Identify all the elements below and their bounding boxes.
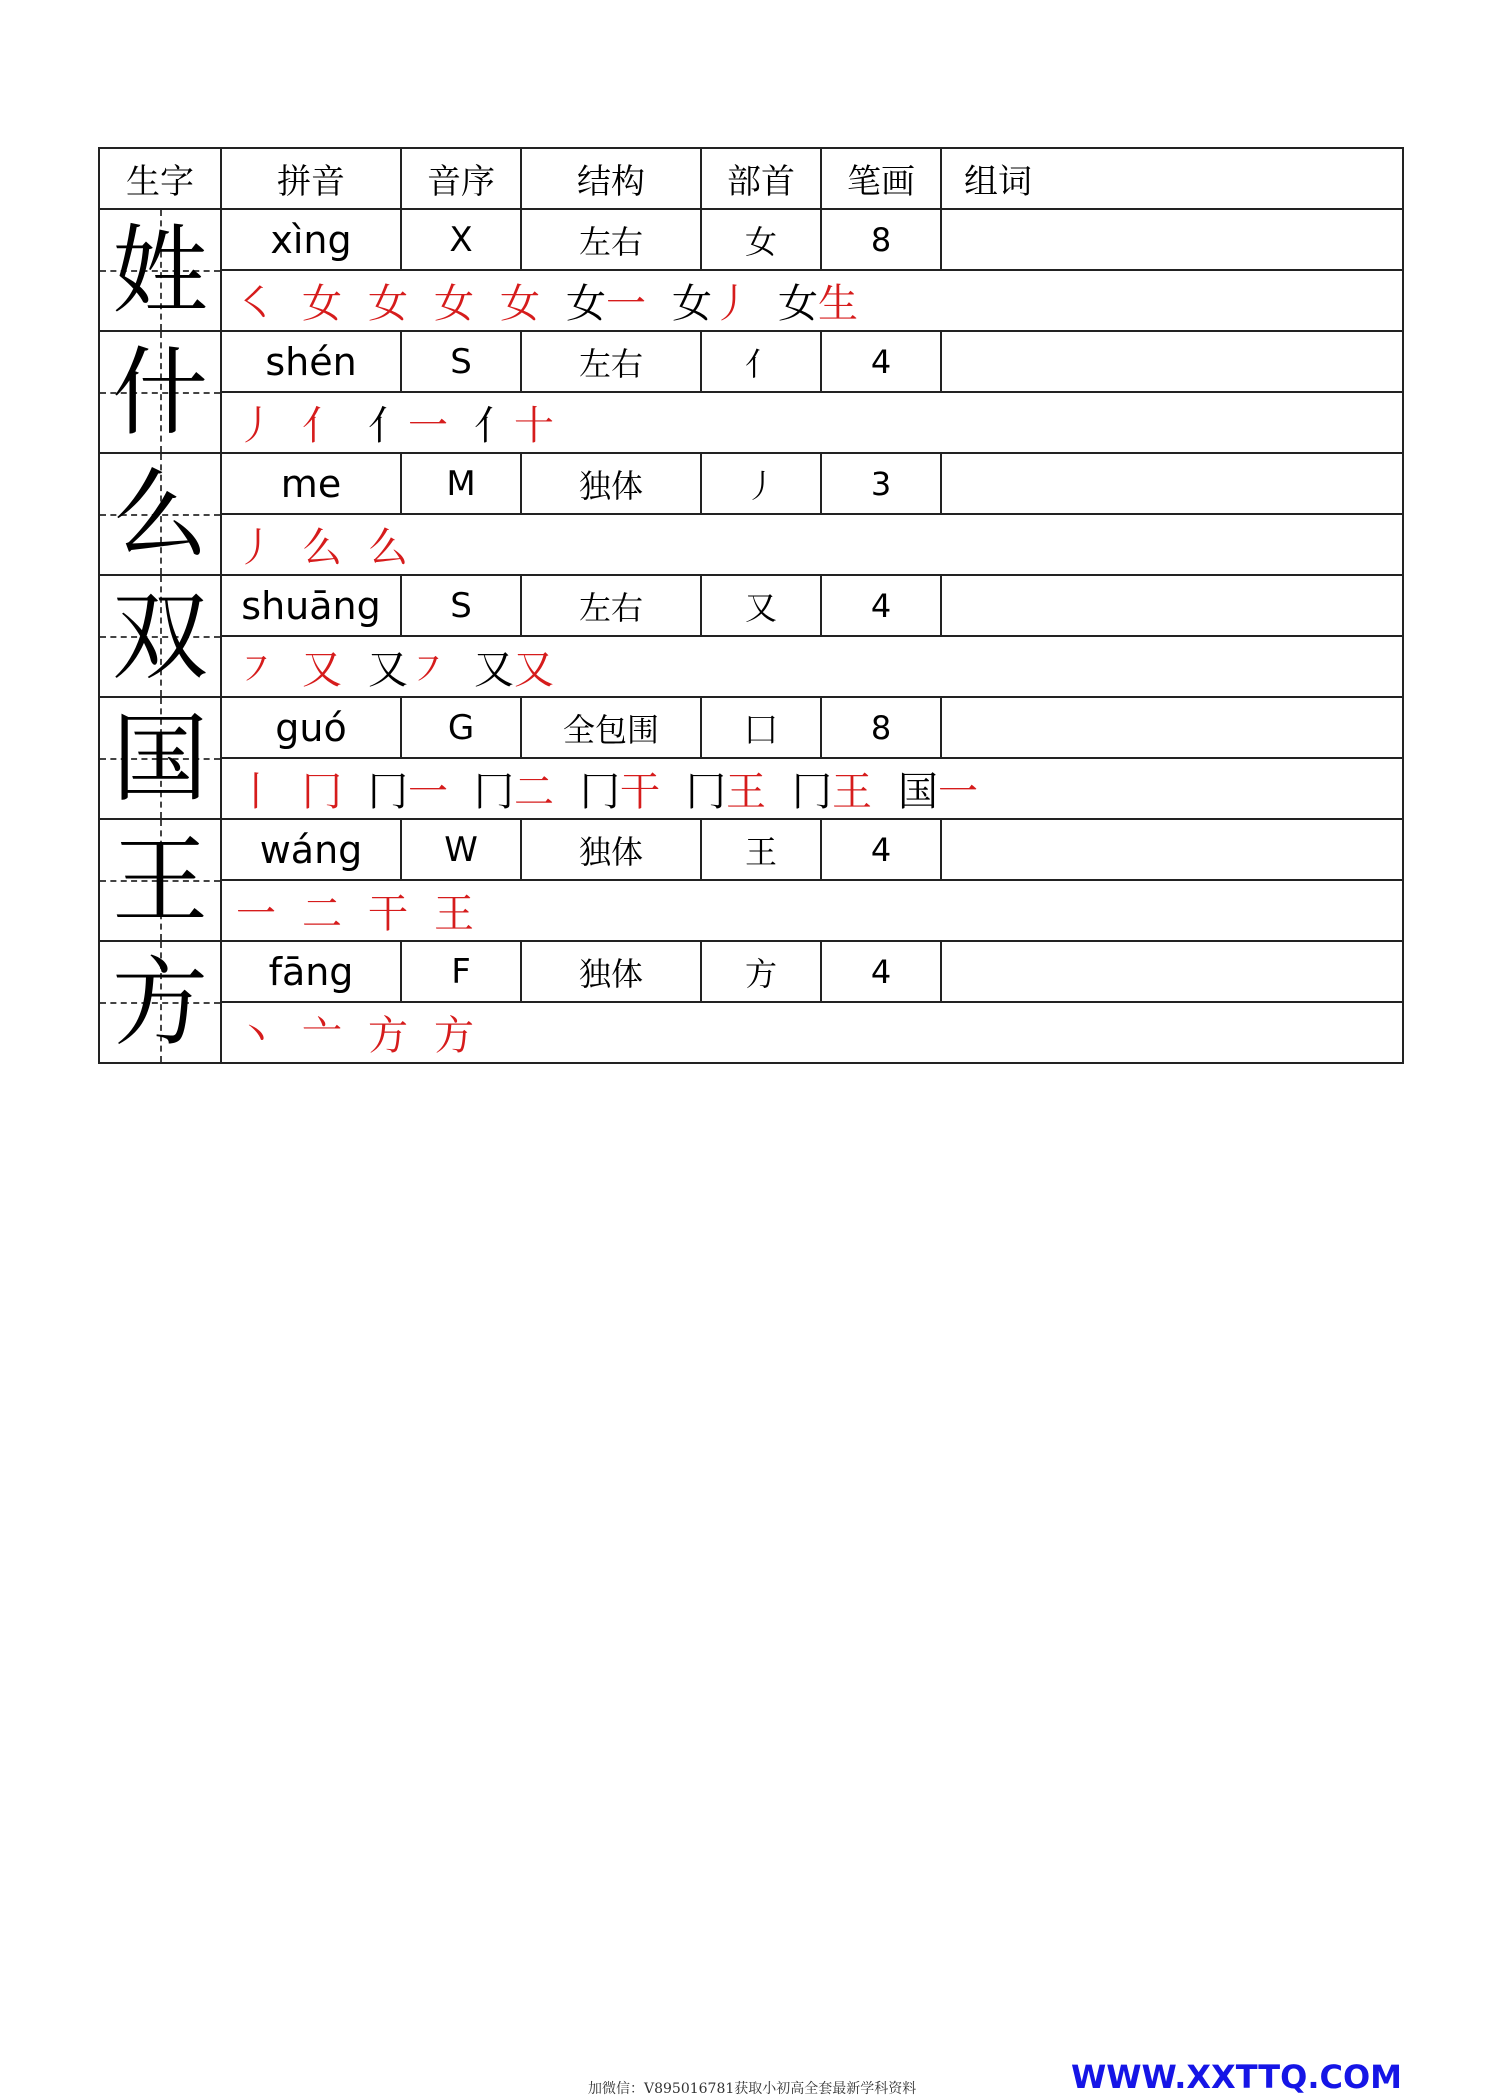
table-row — [99, 941, 1403, 1002]
stroke-new: ㇇ — [408, 647, 448, 693]
structure: 独体 — [521, 453, 701, 514]
stroke-order — [221, 758, 1403, 819]
stroke-step — [368, 394, 448, 451]
stroke-new: 一 — [408, 403, 448, 449]
stroke-new: 一 — [408, 769, 448, 815]
table-body — [99, 209, 1403, 1063]
stroke-step — [236, 760, 276, 817]
stroke-step — [792, 760, 872, 817]
stroke-step — [686, 760, 766, 817]
stroke-order-row — [99, 392, 1403, 453]
stroke-order — [221, 514, 1403, 575]
stroke-step — [566, 272, 646, 329]
character: 方 — [112, 947, 208, 1059]
stroke-step — [500, 272, 540, 329]
stroke-step — [368, 882, 408, 939]
table-row — [99, 819, 1403, 880]
word-cell — [941, 697, 1403, 758]
stroke-count: 4 — [821, 941, 941, 1002]
radical: 方 — [701, 941, 821, 1002]
character-table — [98, 147, 1404, 1064]
stroke-step — [434, 882, 474, 939]
stroke-base: 冂 — [580, 769, 620, 815]
character: 姓 — [112, 215, 208, 327]
stroke-count: 4 — [821, 575, 941, 636]
stroke-new: ㇛ — [236, 281, 276, 327]
stroke-step — [368, 272, 408, 329]
stroke-new: 方 — [368, 1013, 408, 1059]
stroke-new: 女 — [434, 281, 474, 327]
stroke-base: 女 — [566, 281, 606, 327]
initial-letter: X — [401, 209, 521, 270]
structure: 全包围 — [521, 697, 701, 758]
stroke-base: 冂 — [474, 769, 514, 815]
pinyin: xìng — [221, 209, 401, 270]
stroke-step — [474, 638, 554, 695]
pinyin: shuāng — [221, 575, 401, 636]
stroke-count: 8 — [821, 209, 941, 270]
character-cell — [99, 453, 221, 575]
stroke-new: 王 — [726, 769, 766, 815]
stroke-step — [368, 760, 448, 817]
table-row — [99, 331, 1403, 392]
table-row — [99, 209, 1403, 270]
stroke-order-row — [99, 758, 1403, 819]
stroke-step — [236, 516, 276, 573]
structure: 独体 — [521, 819, 701, 880]
stroke-base: 冂 — [792, 769, 832, 815]
header-strokes: 笔画 — [821, 148, 941, 209]
character: 么 — [112, 459, 208, 571]
pinyin: fāng — [221, 941, 401, 1002]
stroke-new: 十 — [514, 403, 554, 449]
word-cell — [941, 575, 1403, 636]
character-cell — [99, 819, 221, 941]
stroke-order — [221, 392, 1403, 453]
stroke-new: 亠 — [302, 1013, 342, 1059]
stroke-step — [368, 516, 408, 573]
stroke-base: 亻 — [474, 403, 514, 449]
header-char: 生字 — [99, 148, 221, 209]
stroke-new: 方 — [434, 1013, 474, 1059]
character: 国 — [112, 703, 208, 815]
stroke-base: 女 — [672, 281, 712, 327]
stroke-base: 国 — [898, 769, 938, 815]
initial-letter: W — [401, 819, 521, 880]
stroke-step — [368, 1004, 408, 1061]
stroke-count: 8 — [821, 697, 941, 758]
stroke-step — [302, 272, 342, 329]
stroke-new: 女 — [500, 281, 540, 327]
stroke-new: 丿 — [236, 525, 276, 571]
stroke-step — [580, 760, 660, 817]
stroke-step — [302, 638, 342, 695]
initial-letter: F — [401, 941, 521, 1002]
pinyin: me — [221, 453, 401, 514]
stroke-new: 丨 — [236, 769, 276, 815]
footer-note: 加微信：V895016781获取小初高全套最新学科资料 — [588, 2081, 917, 2097]
stroke-step — [778, 272, 858, 329]
stroke-new: 一 — [236, 891, 276, 937]
stroke-count: 4 — [821, 819, 941, 880]
stroke-step — [236, 1004, 276, 1061]
stroke-new: ㇇ — [236, 647, 276, 693]
character-cell — [99, 697, 221, 819]
stroke-new: 亻 — [302, 403, 342, 449]
header-pinyin: 拼音 — [221, 148, 401, 209]
stroke-step — [474, 760, 554, 817]
stroke-step — [236, 882, 276, 939]
structure: 独体 — [521, 941, 701, 1002]
stroke-new: 又 — [514, 647, 554, 693]
stroke-order — [221, 636, 1403, 697]
stroke-new: 生 — [818, 281, 858, 327]
stroke-count: 4 — [821, 331, 941, 392]
stroke-new: 二 — [302, 891, 342, 937]
stroke-base: 冂 — [368, 769, 408, 815]
table-header — [99, 148, 1403, 209]
stroke-step — [672, 272, 752, 329]
pinyin: wáng — [221, 819, 401, 880]
structure: 左右 — [521, 331, 701, 392]
stroke-new: 二 — [514, 769, 554, 815]
word-cell — [941, 941, 1403, 1002]
stroke-new: 干 — [368, 891, 408, 937]
stroke-step — [302, 516, 342, 573]
word-cell — [941, 453, 1403, 514]
stroke-step — [236, 394, 276, 451]
header-structure: 结构 — [521, 148, 701, 209]
stroke-step — [368, 638, 448, 695]
stroke-step — [236, 272, 276, 329]
character: 王 — [112, 825, 208, 937]
stroke-step — [302, 1004, 342, 1061]
stroke-step — [434, 272, 474, 329]
stroke-new: 一 — [606, 281, 646, 327]
radical: 又 — [701, 575, 821, 636]
stroke-order — [221, 270, 1403, 331]
stroke-order-row — [99, 636, 1403, 697]
stroke-step — [434, 1004, 474, 1061]
character: 双 — [112, 581, 208, 693]
character-cell — [99, 575, 221, 697]
brand-logo: WWW.XXTTQ.COM — [1070, 2058, 1402, 2096]
word-cell — [941, 331, 1403, 392]
header-initial: 音序 — [401, 148, 521, 209]
stroke-new: 丿 — [236, 403, 276, 449]
character-cell — [99, 209, 221, 331]
character-cell — [99, 941, 221, 1063]
table-row — [99, 697, 1403, 758]
stroke-new: 冂 — [302, 769, 342, 815]
stroke-base: 亻 — [368, 403, 408, 449]
stroke-order-row — [99, 1002, 1403, 1063]
stroke-new: 又 — [302, 647, 342, 693]
stroke-order — [221, 1002, 1403, 1063]
stroke-step — [302, 394, 342, 451]
structure: 左右 — [521, 575, 701, 636]
stroke-step — [898, 760, 978, 817]
word-cell — [941, 209, 1403, 270]
initial-letter: S — [401, 575, 521, 636]
stroke-new: 丿 — [712, 281, 752, 327]
character-cell — [99, 331, 221, 453]
initial-letter: G — [401, 697, 521, 758]
radical: 亻 — [701, 331, 821, 392]
stroke-new: 么 — [368, 525, 408, 571]
pinyin: shén — [221, 331, 401, 392]
table-row — [99, 453, 1403, 514]
pinyin: guó — [221, 697, 401, 758]
stroke-new: 么 — [302, 525, 342, 571]
stroke-step — [302, 882, 342, 939]
stroke-new: 干 — [620, 769, 660, 815]
stroke-order-row — [99, 270, 1403, 331]
initial-letter: S — [401, 331, 521, 392]
radical: 囗 — [701, 697, 821, 758]
word-cell — [941, 819, 1403, 880]
radical: 王 — [701, 819, 821, 880]
stroke-base: 冂 — [686, 769, 726, 815]
character: 什 — [112, 337, 208, 449]
stroke-new: 王 — [434, 891, 474, 937]
stroke-base: 女 — [778, 281, 818, 327]
stroke-step — [236, 638, 276, 695]
stroke-new: 丶 — [236, 1013, 276, 1059]
radical: 丿 — [701, 453, 821, 514]
stroke-count: 3 — [821, 453, 941, 514]
stroke-base: 又 — [368, 647, 408, 693]
initial-letter: M — [401, 453, 521, 514]
stroke-new: 一 — [938, 769, 978, 815]
stroke-new: 女 — [368, 281, 408, 327]
table-row — [99, 575, 1403, 636]
structure: 左右 — [521, 209, 701, 270]
stroke-step — [474, 394, 554, 451]
stroke-new: 女 — [302, 281, 342, 327]
radical: 女 — [701, 209, 821, 270]
header-words: 组词 — [941, 148, 1403, 209]
stroke-order-row — [99, 514, 1403, 575]
stroke-base: 又 — [474, 647, 514, 693]
header-radical: 部首 — [701, 148, 821, 209]
stroke-step — [302, 760, 342, 817]
stroke-order-row — [99, 880, 1403, 941]
stroke-order — [221, 880, 1403, 941]
stroke-new: 王 — [832, 769, 872, 815]
